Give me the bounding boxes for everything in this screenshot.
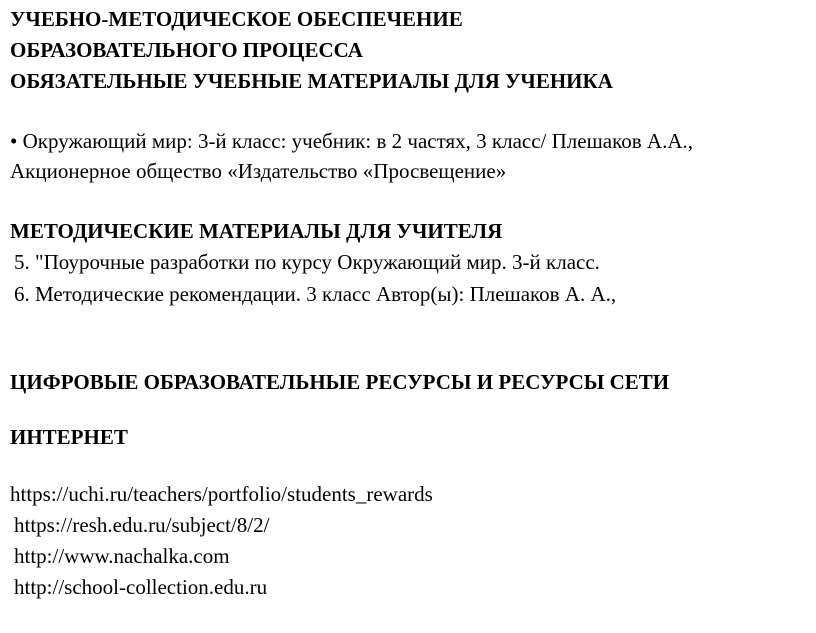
link-resh[interactable]: https://resh.edu.ru/subject/8/2/ [14,513,270,537]
header-line-3: ОБЯЗАТЕЛЬНЫЕ УЧЕБНЫЕ МАТЕРИАЛЫ ДЛЯ УЧЕНИКА [10,69,613,93]
header-line-1: УЧЕБНО-МЕТОДИЧЕСКОЕ ОБЕСПЕЧЕНИЕ [10,7,463,31]
student-material-line-1: • Окружающий мир: 3-й класс: учебник: в 2 частях, 3 класс/ Плешаков А.А., [10,129,693,153]
teacher-item-6: 6. Методические рекомендации. 3 класс Автор(ы): Плешаков А. А., [14,282,617,306]
teacher-materials-heading: МЕТОДИЧЕСКИЕ МАТЕРИАЛЫ ДЛЯ УЧИТЕЛЯ [10,219,503,243]
link-uchi[interactable]: https://uchi.ru/teachers/portfolio/students_rewards [10,482,433,506]
link-nachalka[interactable]: http://www.nachalka.com [14,544,230,568]
student-material-line-2: Акционерное общество «Издательство «Просвещение» [10,159,507,183]
digital-resources-heading: ЦИФРОВЫЕ ОБРАЗОВАТЕЛЬНЫЕ РЕСУРСЫ И РЕСУРСЫ СЕТИ [10,370,670,394]
link-school-collection[interactable]: http://school-collection.edu.ru [14,575,268,599]
internet-heading: ИНТЕРНЕТ [10,425,128,449]
header-line-2: ОБРАЗОВАТЕЛЬНОГО ПРОЦЕССА [10,38,363,62]
teacher-item-5: 5. "Поурочные разработки по курсу Окружающий мир. 3-й класс. [14,250,600,274]
